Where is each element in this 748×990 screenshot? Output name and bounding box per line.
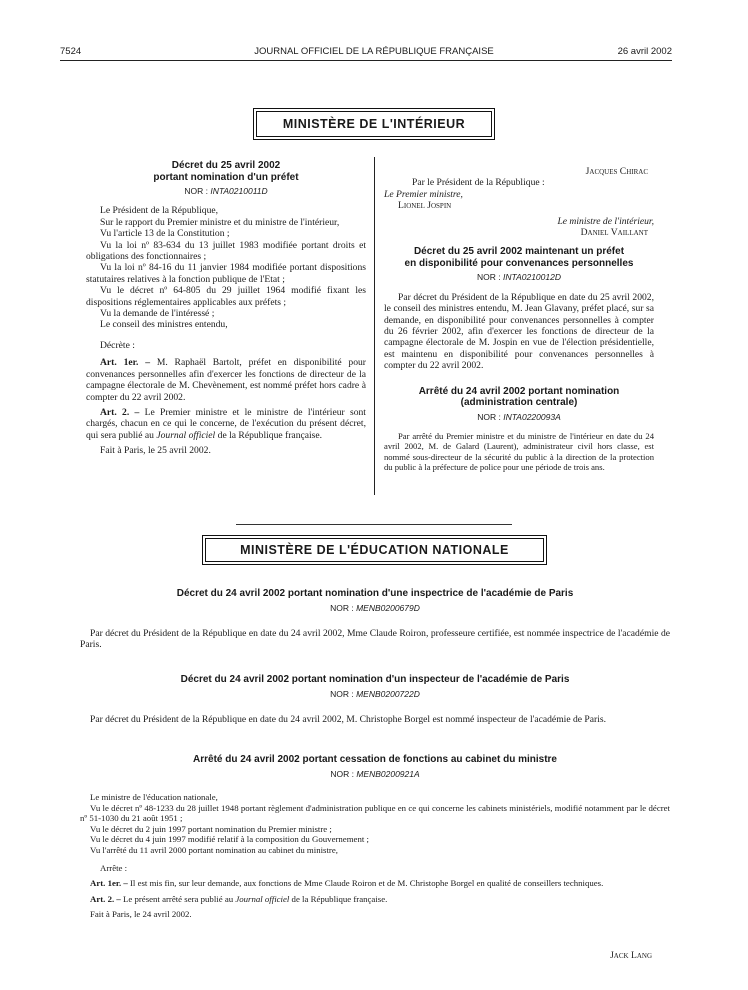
edu-decree1-title: Décret du 24 avril 2002 portant nomination d'une inspectrice de l'académie de Paris xyxy=(176,588,574,599)
edu-arrete-para: Vu le décret du 2 juin 1997 portant nomination du Premier ministre ; xyxy=(90,823,332,834)
edu-arrete-para: Vu l'arrêté du 11 avril 2000 portant nomination au cabinet du ministre, xyxy=(90,844,338,855)
edu-arrete-para: Le ministre de l'éducation nationale, xyxy=(90,791,218,802)
decree-inspectrice xyxy=(80,588,670,651)
ministry-interieur-title: MINISTÈRE DE L'INTÉRIEUR xyxy=(256,111,492,137)
decree1-decrete: Décrète : xyxy=(100,339,135,351)
ministry-education-box xyxy=(202,535,547,565)
decree1-para: Vu l'article 13 de la Constitution ; xyxy=(100,228,230,240)
signature-min-name: Daniel Vaillant xyxy=(580,227,648,239)
arrete1-text: Par arrêté du Premier ministre et du ministre de l'intérieur en date du 24 avril 2002, M. de Galard (Laurent), administrateur civil hors classe, est nommé sous-directeur de la sécurité du public à la direction de la protection du public à la préfecture de police pour une période de trois ans. xyxy=(384,431,654,472)
column-separator xyxy=(374,157,375,495)
signature-jack-lang: Jack Lang xyxy=(610,950,652,961)
journal-title: JOURNAL OFFICIEL DE LA RÉPUBLIQUE FRANÇAISE xyxy=(254,46,494,57)
edu-arrete-nor: NOR : MENB0200921A xyxy=(330,768,420,779)
decree-prefet-nomination xyxy=(86,160,366,457)
decree1-para: Vu la loi nº 83-634 du 13 juillet 1983 modifiée portant droits et obligations des fonctionnaires ; xyxy=(86,239,366,263)
decree2-title-line2: en disponibilité pour convenances personnelles xyxy=(404,257,634,269)
decree-disponibilite xyxy=(384,246,654,371)
decree1-para: Sur le rapport du Premier ministre et du ministre de l'intérieur, xyxy=(100,216,340,228)
ministry-interieur-box xyxy=(253,108,495,140)
edu-arrete-para: Vu le décret du 4 juin 1997 modifié relatif à la composition du Gouvernement ; xyxy=(90,834,369,845)
signature-min-title: Le ministre de l'intérieur, xyxy=(557,215,654,227)
decree2-title-line1: Décret du 25 avril 2002 maintenant un préfet xyxy=(413,246,625,258)
signature-pm-title: Le Premier ministre, xyxy=(384,188,463,200)
edu-arrete-article2: Art. 2. – Le présent arrêté sera publié au Journal officiel de la République française. xyxy=(90,893,388,904)
decree1-article2: Art. 2. – Le Premier ministre et le ministre de l'intérieur sont chargés, chacun en ce qui le concerne, de l'exécution du présent décret, qui sera publié au Journal officiel de la République française. xyxy=(86,406,366,441)
decree1-para: Vu la loi nº 84-16 du 11 janvier 1984 modifiée portant dispositions statutaires relatives à la fonction publique de l'Etat ; xyxy=(86,262,366,285)
section-rule xyxy=(236,524,512,525)
decree1-para: Le Président de la République, xyxy=(100,205,219,217)
edu-arrete-done: Fait à Paris, le 24 avril 2002. xyxy=(90,909,192,920)
decree2-nor: NOR : INTA0210012D xyxy=(477,272,561,283)
page-number: 7524 xyxy=(60,46,82,57)
edu-arrete-article1: Art. 1er. – Il est mis fin, sur leur demande, aux fonctions de Mme Claude Roiron et de M. Christophe Borgel en qualité de conseillers techniques. xyxy=(90,878,604,889)
header-rule xyxy=(60,60,672,61)
edu-arrete-title: Arrêté du 24 avril 2002 portant cessation de fonctions au cabinet du ministre xyxy=(193,754,557,765)
signature-pm-name: Lionel Jospin xyxy=(398,200,452,212)
edu-arrete-para: Vu le décret nº 48-1233 du 28 juillet 1948 portant règlement d'administration publique en ce qui concerne les cabinets ministériels, modifié notamment par le décret nº 51-1030 du 21 août 1951 ; xyxy=(80,802,670,824)
edu-decree1-text: Par décret du Président de la République en date du 24 avril 2002, Mme Claude Roiron, professeure certifiée, est nommée inspectrice de l'académie de Paris. xyxy=(80,627,670,651)
arrete-administration-centrale xyxy=(384,386,654,473)
issue-date: 26 avril 2002 xyxy=(617,46,672,57)
arrete1-title-line2: (administration centrale) xyxy=(460,397,578,409)
decree1-para: Vu le décret nº 64-805 du 29 juillet 1964 modifié fixant les dispositions réglementaires applicables aux préfets ; xyxy=(86,285,366,308)
edu-decree2-nor: NOR : MENB0200722D xyxy=(330,688,420,699)
right-column xyxy=(384,166,654,472)
decree1-nor: NOR : INTA0210011D xyxy=(184,186,268,196)
edu-decree2-text: Par décret du Président de la République en date du 24 avril 2002, M. Christophe Borgel est nommé inspecteur de l'académie de Paris. xyxy=(90,713,607,725)
signature-president: Jacques Chirac xyxy=(585,166,648,177)
signature-par: Par le Président de la République : xyxy=(412,177,545,189)
edu-arrete-word: Arrête : xyxy=(100,863,128,874)
decree1-title-line2: portant nomination d'un préfet xyxy=(153,171,299,183)
decree2-text: Par décret du Président de la République en date du 25 avril 2002, le conseil des ministres entendu, M. Jean Glavany, préfet placé, sur sa demande, en disponibilité pour convenances personnelles à compter du 26 février 2002, afin d'exercer les fonctions de directeur de la campagne électorale de M. Jospin en vue de l'élection présidentielle, est maintenu en disponibilité pour convenances personnelles à compter du 22 avril 2002. xyxy=(384,291,654,372)
edu-decree1-nor: NOR : MENB0200679D xyxy=(330,602,420,613)
decree-inspecteur xyxy=(80,674,670,725)
arrete-cessation-fonctions xyxy=(80,754,670,920)
decree1-para: Vu la demande de l'intéressé ; xyxy=(100,308,215,320)
decree1-article1: Art. 1er. – M. Raphaël Bartolt, préfet en disponibilité pour convenances personnelles afin d'exercer les fonctions de directeur de la campagne électorale de M. Chevènement, est nommé préfet hors cadre à compter du 22 avril 2002. xyxy=(86,357,366,403)
decree1-done: Fait à Paris, le 25 avril 2002. xyxy=(100,445,211,457)
arrete1-nor: NOR : INTA0220093A xyxy=(477,411,561,422)
arrete1-title-line1: Arrêté du 24 avril 2002 portant nomination xyxy=(418,385,620,397)
edu-decree2-title: Décret du 24 avril 2002 portant nomination d'un inspecteur de l'académie de Paris xyxy=(180,674,570,685)
ministry-education-title: MINISTÈRE DE L'ÉDUCATION NATIONALE xyxy=(205,538,544,562)
decree1-para: Le conseil des ministres entendu, xyxy=(100,319,228,331)
decree1-title-line1: Décret du 25 avril 2002 xyxy=(171,160,281,171)
